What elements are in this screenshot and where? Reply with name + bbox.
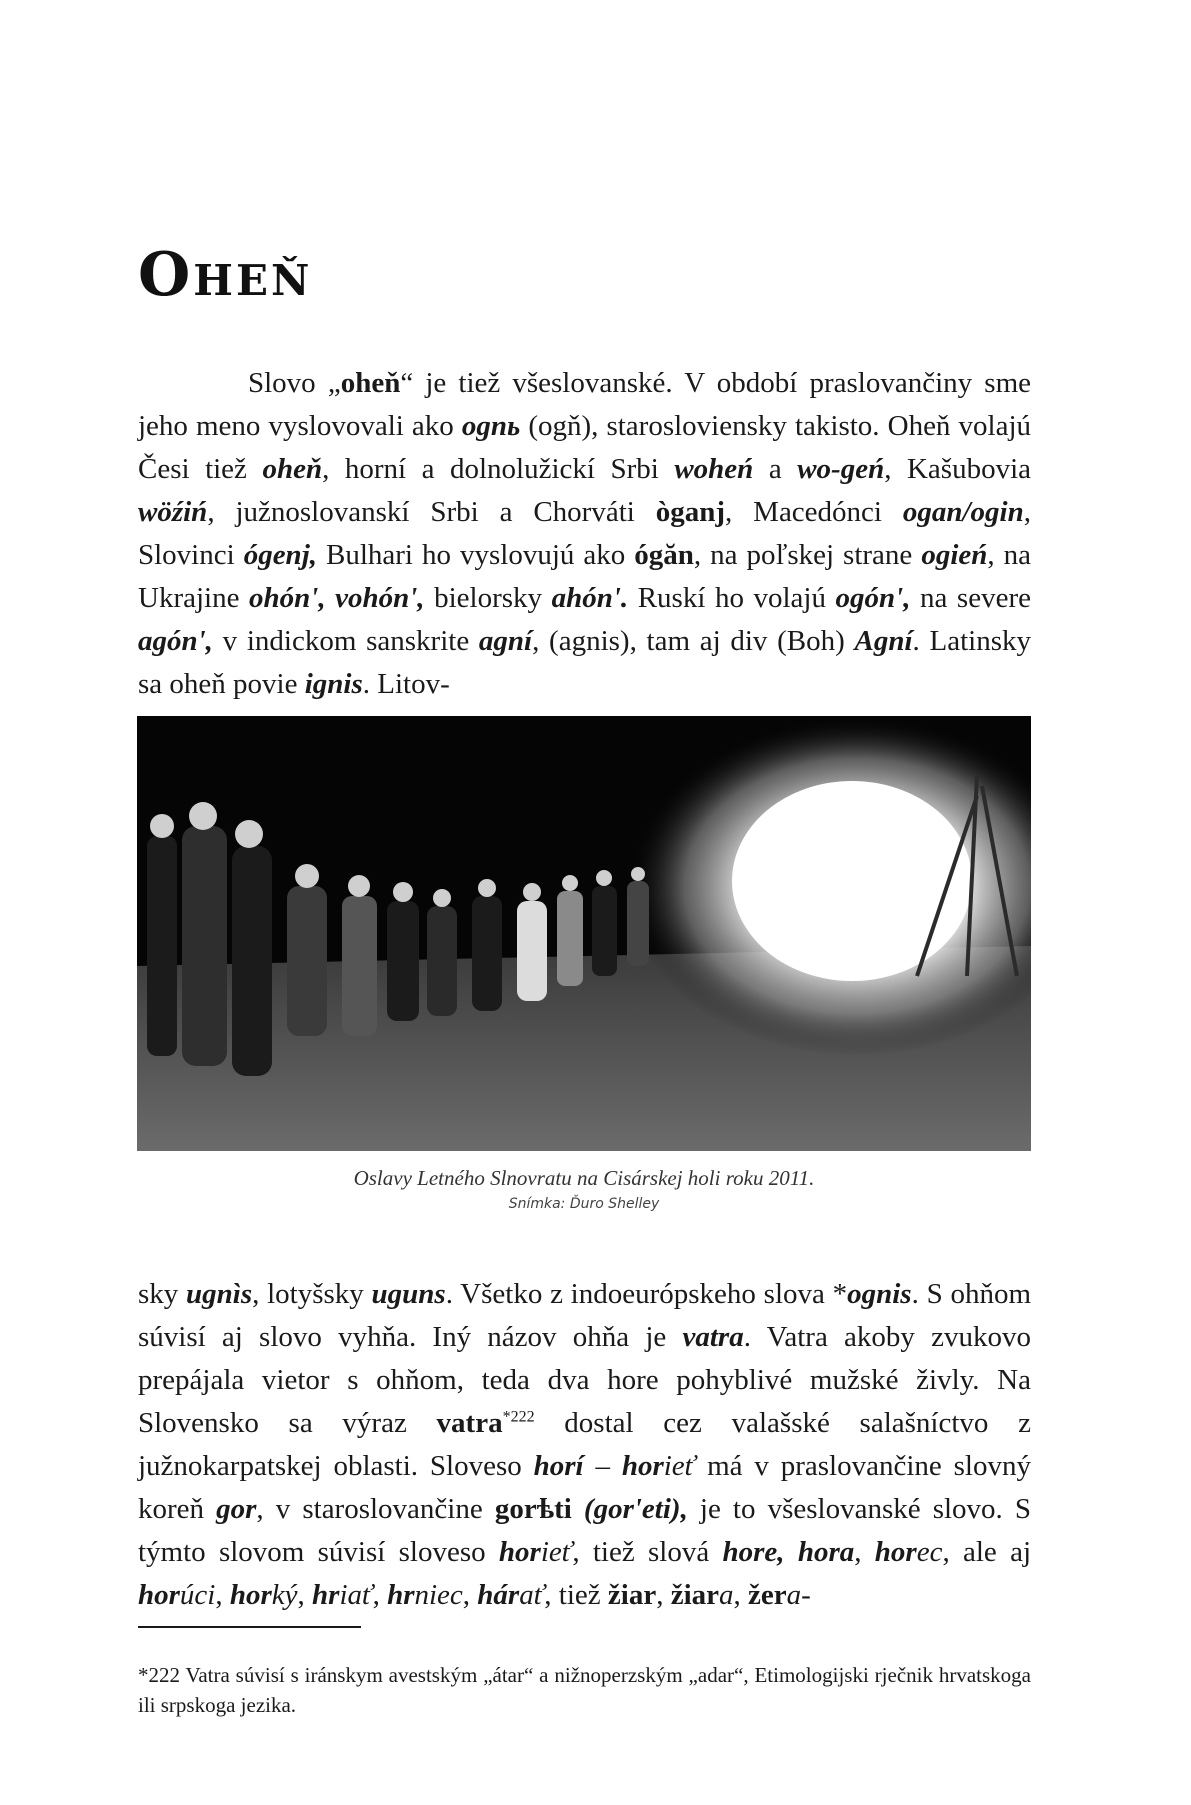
emphasized-term: (gor'eti), xyxy=(583,1493,688,1525)
emphasized-term: wo-geń xyxy=(797,453,885,485)
emphasized-term: vatra xyxy=(682,1321,744,1353)
emphasized-term: žiar xyxy=(670,1579,720,1611)
emphasized-term: oheň xyxy=(340,367,401,399)
text-run: Slovo „ xyxy=(248,367,341,399)
text-run: je to všeslovanské slovo. S týmto slovom súvisí sloveso xyxy=(138,1493,1032,1568)
text-run: bielorsky xyxy=(424,582,552,614)
text-run: , xyxy=(733,1579,749,1611)
emphasized-term: žer xyxy=(748,1579,787,1611)
emphasized-term: ahón'. xyxy=(551,582,629,614)
text-run: , na poľskej strane xyxy=(693,539,922,571)
emphasized-term: ohón', vohón', xyxy=(249,582,425,614)
emphasized-term: iať xyxy=(339,1579,373,1611)
text-run: , xyxy=(462,1579,478,1611)
text-run: , na Ukrajine xyxy=(138,539,1032,614)
emphasized-term: oheň xyxy=(262,453,323,485)
emphasized-term: Agní xyxy=(854,625,913,657)
text-run: , horní a dolnolužickí Srbi xyxy=(322,453,675,485)
emphasized-term: ec xyxy=(916,1536,943,1568)
bonfire-photo-image xyxy=(137,716,1031,1151)
text-run: , xyxy=(215,1579,230,1611)
footnote: *222 Vatra súvisí s iránskym avestským „átar“ a nižnoperzským „adar“, Etimologijski rječnik hrvatskoga ili srpskoga jezika. xyxy=(138,1663,1031,1717)
text-run: , xyxy=(372,1579,388,1611)
text-run: – xyxy=(583,1450,622,1482)
text-run: , xyxy=(854,1536,875,1568)
emphasized-term: hor xyxy=(498,1536,541,1568)
body-paragraph-2 xyxy=(138,1273,1031,1617)
text-run: , Macedónci xyxy=(725,496,903,528)
emphasized-term: wöźiń xyxy=(138,496,208,528)
emphasized-term: ignis xyxy=(304,668,363,700)
footnote-divider xyxy=(138,1626,361,1628)
text-run: , xyxy=(297,1579,313,1611)
emphasized-term: úci xyxy=(179,1579,216,1611)
emphasized-term: ogón', xyxy=(835,582,911,614)
text-run: , Kašubovia xyxy=(884,453,1032,485)
text-run xyxy=(572,1493,584,1525)
chapter-title: Oheň xyxy=(138,240,313,311)
emphasized-term: hár xyxy=(477,1579,520,1611)
emphasized-term: hore, hora xyxy=(722,1536,855,1568)
text-run: , xyxy=(656,1579,671,1611)
emphasized-term: ogan/ogin xyxy=(902,496,1024,528)
bonfire-photo xyxy=(137,716,1031,1151)
emphasized-term: woheń xyxy=(674,453,754,485)
emphasized-term: uguns xyxy=(371,1278,446,1310)
text-run: . Latinsky sa oheň povie xyxy=(138,625,1031,700)
emphasized-term: ať xyxy=(519,1579,545,1611)
text-run: , tiež xyxy=(544,1579,608,1611)
text-run: sky xyxy=(138,1278,187,1310)
emphasized-term: žiar xyxy=(607,1579,657,1611)
text-run: . Vatra akoby zvukovo prepájala vietor s ohňom, teda dva hore pohyblivé mužské živly. Na Slovensko sa výraz xyxy=(138,1321,1031,1439)
text-run: . Všetko z indoeurópskeho slova * xyxy=(445,1278,848,1310)
paragraph-text xyxy=(138,362,1031,706)
emphasized-term: horí xyxy=(533,1450,584,1482)
emphasized-term: ognь xyxy=(461,410,521,442)
text-run: a xyxy=(753,453,798,485)
text-run: “ je tiež všeslovanské. V období praslovančiny sme jeho meno vyslovovali ako xyxy=(138,367,1031,442)
emphasized-term: ógăn xyxy=(634,539,694,571)
text-run: v indickom sanskrite xyxy=(212,625,479,657)
text-run: Ruskí ho volajú xyxy=(628,582,836,614)
text-run: , lotyšsky xyxy=(252,1278,372,1310)
emphasized-term: gor xyxy=(216,1493,257,1525)
emphasized-term: hor xyxy=(874,1536,917,1568)
text-run: , v staroslovančine xyxy=(256,1493,495,1525)
text-run: , ale aj xyxy=(942,1536,1032,1568)
text-run: má v praslovančine slovný koreň xyxy=(138,1450,1031,1525)
emphasized-term: a- xyxy=(786,1579,811,1611)
paragraph-text xyxy=(138,1273,1031,1617)
emphasized-term: hor xyxy=(229,1579,272,1611)
photo-credit: Snímka: Ďuro Shelley xyxy=(508,1196,660,1212)
emphasized-term: hor xyxy=(621,1450,664,1482)
text-run: , tiež slová xyxy=(572,1536,723,1568)
text-run: (ogň), starosloviensky takisto. Oheň volajú Česi tiež xyxy=(138,410,1031,485)
emphasized-term: ogień xyxy=(921,539,988,571)
emphasized-term: ieť xyxy=(540,1536,573,1568)
body-paragraph-1 xyxy=(138,362,1031,706)
text-run: . Litov- xyxy=(362,668,450,700)
text-run: na severe xyxy=(910,582,1031,614)
emphasized-term: agní xyxy=(478,625,533,657)
text-run: . S ohňom súvisí aj slovo vyhňa. Iný názov ohňa je xyxy=(138,1278,1031,1353)
text-run: Bulhari ho vyslovujú ako xyxy=(317,539,635,571)
emphasized-term: agón', xyxy=(138,625,213,657)
emphasized-term: gorѣti xyxy=(494,1493,572,1525)
emphasized-term: hr xyxy=(312,1579,340,1611)
text-run: , (agnis), tam aj div (Boh) xyxy=(532,625,855,657)
emphasized-term: ognis xyxy=(847,1278,912,1310)
text-run: , Slovinci xyxy=(138,496,1031,571)
emphasized-term: hr xyxy=(387,1579,415,1611)
emphasized-term: a xyxy=(719,1579,734,1611)
photo-caption: Oslavy Letného Slnovratu na Cisárskej holi roku 2011. xyxy=(353,1166,815,1190)
footnote-ref: *222 xyxy=(502,1408,535,1426)
text-run: , južnoslovanskí Srbi a Chorváti xyxy=(207,496,656,528)
emphasized-term: ký xyxy=(271,1579,298,1611)
emphasized-term: ieť xyxy=(663,1450,696,1482)
emphasized-term: niec xyxy=(414,1579,463,1611)
emphasized-term: ugnìs xyxy=(186,1278,253,1310)
emphasized-term: òganj xyxy=(655,496,726,528)
emphasized-term: hor xyxy=(138,1579,180,1611)
emphasized-term: vatra xyxy=(436,1407,503,1439)
emphasized-term: ógenj, xyxy=(243,539,317,571)
text-run: dostal cez valašské salašníctvo z južnokarpatskej oblasti. Sloveso xyxy=(138,1407,1032,1482)
